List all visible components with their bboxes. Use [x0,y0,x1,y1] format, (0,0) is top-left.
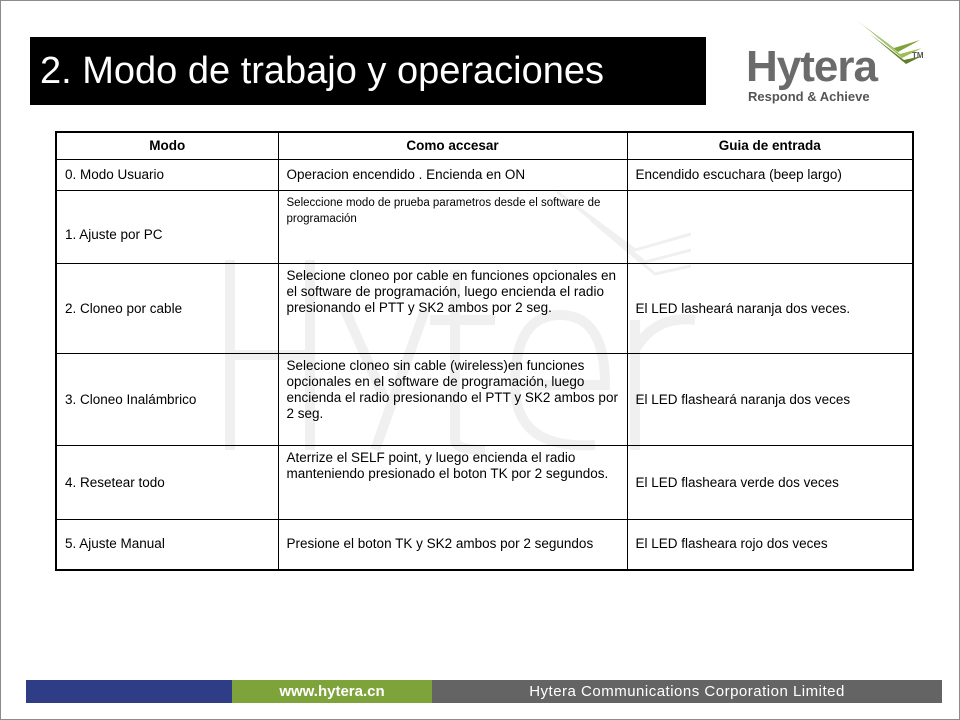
hytera-logo [742,18,932,110]
header-como-accesar: Como accesar [278,132,627,160]
access-cell: Operacion encendido . Encienda en ON [278,160,627,191]
header-guia-de-entrada: Guia de entrada [627,132,913,160]
access-cell: Selecione cloneo por cable en funciones opcionales en el software de programación, luego encienda el radio presionando el PTT y SK2 ambos por 2 seg. [278,264,627,354]
access-cell: Selecione cloneo sin cable (wireless)en funciones opcionales en el software de programación, luego encienda el radio presionando el PTT y SK2 ambos por 2 seg. [278,354,627,446]
guide-cell: Encendido escuchara (beep largo) [627,160,913,191]
modes-table [55,131,914,571]
table-header-row [56,132,913,160]
guide-cell [627,191,913,264]
table-row [56,160,913,191]
guide-cell: El LED flasheara rojo dos veces [627,520,913,570]
table-row [56,264,913,354]
slide-title: 2. Modo de trabajo y operaciones [30,37,706,105]
access-cell: Seleccione modo de prueba parametros desde el software de programación [278,191,627,264]
footer-url[interactable]: www.hytera.cn [232,680,432,703]
table-row [56,191,913,264]
mode-cell: 2. Cloneo por cable [56,264,278,354]
footer-bar [26,680,942,703]
mode-cell: 1. Ajuste por PC [56,191,278,264]
mode-cell: 4. Resetear todo [56,446,278,520]
access-cell: Aterrize el SELF point, y luego encienda el radio manteniendo presionado el boton TK por 2 segundos. [278,446,627,520]
header-modo: Modo [56,132,278,160]
table-row [56,354,913,446]
logo-tagline: Respond & Achieve [748,89,870,104]
mode-cell: 3. Cloneo Inalámbrico [56,354,278,446]
footer-blue-segment [26,680,232,703]
guide-cell: El LED flasheará naranja dos veces [627,354,913,446]
footer-company: Hytera Communications Corporation Limited [432,680,942,703]
logo-trademark: TM [912,51,924,60]
mode-cell: 0. Modo Usuario [56,160,278,191]
guide-cell: El LED lasheará naranja dos veces. [627,264,913,354]
logo-brand: Hytera [746,42,877,91]
access-cell: Presione el boton TK y SK2 ambos por 2 segundos [278,520,627,570]
table-row [56,446,913,520]
table-row [56,520,913,570]
mode-cell: 5. Ajuste Manual [56,520,278,570]
guide-cell: El LED flasheara verde dos veces [627,446,913,520]
